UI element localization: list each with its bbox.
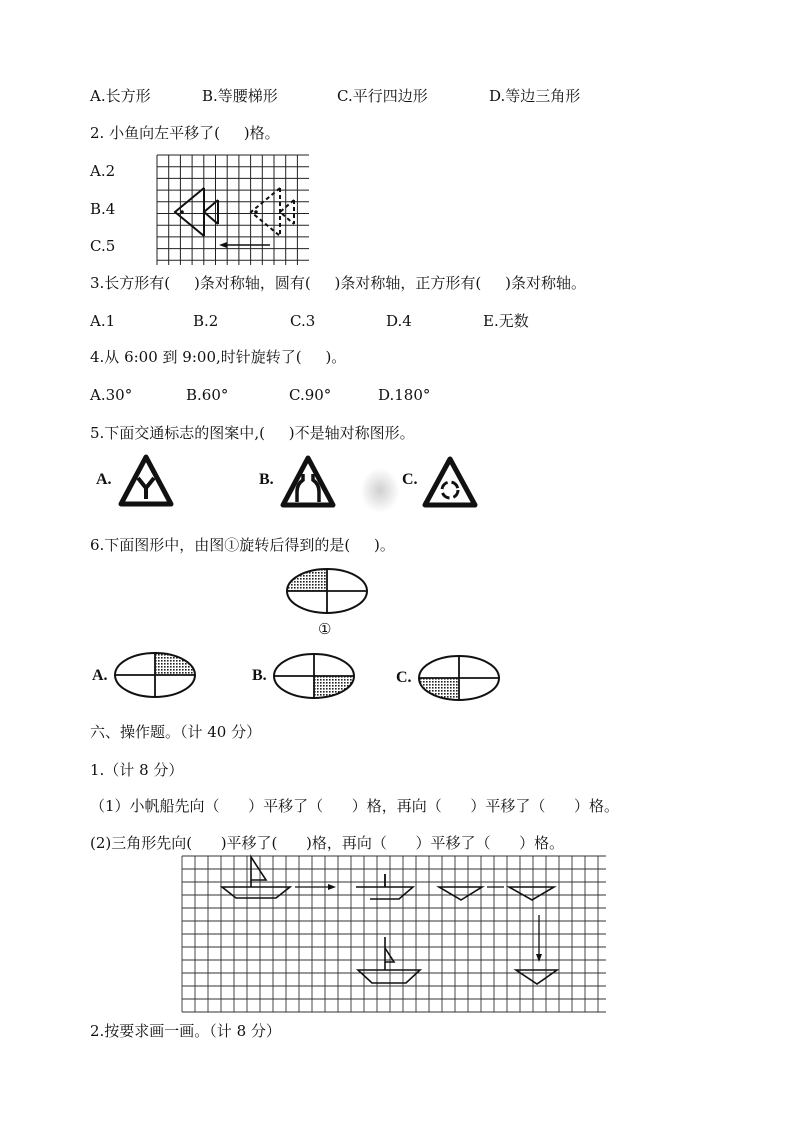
section6-q1-1: （1）小帆船先向（ ）平移了（ ）格，再向（ ）平移了（ ）格。 (90, 797, 619, 815)
q4-option-a: A.30° (90, 386, 133, 404)
q6-figure-label: ① (318, 620, 332, 638)
q3-option-d: D.4 (386, 312, 412, 330)
q5-stem: 5.下面交通标志的图案中,( )不是轴对称图形。 (90, 424, 415, 442)
q1-option-b: B.等腰梯形 (202, 87, 278, 105)
q5-label-a: A. (96, 471, 112, 488)
section6-q2-head: 2.按要求画一画。（计 8 分） (90, 1022, 281, 1040)
rotation-option-a-figure (113, 651, 197, 699)
q6-stem: 6.下面图形中，由图①旋转后得到的是( )。 (90, 536, 395, 554)
fish-grid-figure (157, 155, 309, 265)
q5-label-b: B. (259, 471, 274, 488)
q6-label-a: A. (92, 667, 108, 684)
q3-option-b: B.2 (193, 312, 219, 330)
q4-option-c: C.90° (289, 386, 332, 404)
section6-q1-2: (2)三角形先向( )平移了( )格，再向（ ）平移了（ ）格。 (90, 834, 565, 852)
q1-option-d: D.等边三角形 (489, 87, 581, 105)
q3-stem: 3.长方形有( )条对称轴，圆有( )条对称轴，正方形有( )条对称轴。 (90, 274, 586, 292)
q4-stem: 4.从 6:00 到 9:00,时针旋转了( )。 (90, 348, 347, 366)
rotation-original-figure (285, 566, 369, 616)
q4-option-b: B.60° (186, 386, 229, 404)
q2-option-a: A.2 (90, 162, 116, 180)
traffic-sign-roundabout-icon (421, 455, 479, 509)
q1-option-a: A.长方形 (90, 87, 151, 105)
q3-option-e: E.无数 (483, 312, 529, 330)
scan-smudge (360, 468, 400, 513)
traffic-sign-road-narrows-icon (279, 454, 337, 509)
translation-grid-figure (182, 856, 606, 1012)
q4-option-d: D.180° (378, 386, 431, 404)
q2-option-b: B.4 (90, 200, 116, 218)
q2-option-c: C.5 (90, 237, 116, 255)
q1-option-c: C.平行四边形 (337, 87, 428, 105)
section6-title: 六、操作题。（计 40 分） (90, 723, 262, 741)
section6-q1-head: 1.（计 8 分） (90, 761, 184, 779)
rotation-option-b-figure (272, 652, 356, 700)
q2-stem: 2. 小鱼向左平移了( )格。 (90, 124, 280, 142)
traffic-sign-y-junction-icon (117, 453, 175, 508)
q6-label-c: C. (396, 669, 412, 686)
rotation-option-c-figure (417, 654, 501, 702)
q6-label-b: B. (252, 667, 267, 684)
q3-option-a: A.1 (90, 312, 116, 330)
q5-label-c: C. (402, 471, 418, 488)
q3-option-c: C.3 (290, 312, 316, 330)
